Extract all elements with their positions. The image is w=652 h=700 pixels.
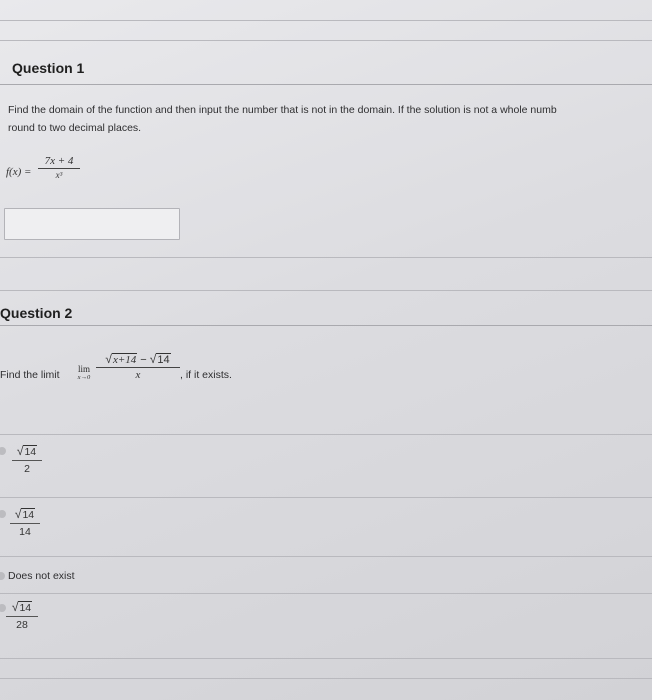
divider <box>0 20 652 21</box>
question-2-prompt-suffix: , if it exists. <box>180 369 232 381</box>
lim-subscript: x→0 <box>77 374 91 381</box>
sqrt-term-b: 14 <box>157 354 170 366</box>
divider <box>0 290 652 291</box>
divider <box>0 84 652 85</box>
divider <box>0 497 652 498</box>
choice-2-fraction[interactable]: √14 14 <box>10 507 40 538</box>
question-2-title: Question 2 <box>0 305 73 321</box>
limit-fraction <box>96 352 180 381</box>
choice-3-radio[interactable] <box>0 572 5 580</box>
divider <box>0 556 652 557</box>
function-fraction <box>38 155 80 180</box>
choice-4-numerator: 14 <box>19 602 32 614</box>
choice-4-fraction[interactable]: √14 28 <box>6 600 38 631</box>
divider <box>0 40 652 41</box>
choice-4-denominator: 28 <box>16 619 28 631</box>
choice-1-fraction[interactable]: √14 2 <box>12 444 42 475</box>
prompt-line-1: Find the domain of the function and then input the number that is not in the domain. If the solution is not a whole numb <box>8 104 557 116</box>
prompt-line-2: round to two decimal places. <box>8 122 142 134</box>
choice-3-label[interactable]: Does not exist <box>8 570 75 582</box>
divider <box>0 593 652 594</box>
function-label: f(x) = <box>6 166 32 178</box>
divider <box>0 257 652 258</box>
choice-2-denominator: 14 <box>19 526 31 538</box>
limit-numerator: √x+14 − √14 <box>105 352 170 366</box>
choice-2-radio[interactable] <box>0 510 6 518</box>
fraction-denominator: x³ <box>55 170 63 180</box>
lim-word: lim <box>77 364 90 374</box>
choice-1-numerator: 14 <box>24 446 37 458</box>
limit-operator <box>72 364 96 381</box>
fraction-numerator: 7x + 4 <box>44 155 74 167</box>
choice-1-radio[interactable] <box>0 447 6 455</box>
divider <box>0 434 652 435</box>
question-1-title: Question 1 <box>12 60 85 76</box>
choice-1-denominator: 2 <box>24 463 30 475</box>
sqrt-term-a: x+14 <box>112 354 137 366</box>
divider <box>0 325 652 326</box>
answer-input[interactable] <box>4 208 180 240</box>
limit-denominator: x <box>135 369 141 381</box>
question-2-prompt-prefix: Find the limit <box>0 369 60 381</box>
minus-sign: − <box>137 354 150 366</box>
divider <box>0 678 652 679</box>
question-1-prompt <box>8 101 652 137</box>
choice-2-numerator: 14 <box>22 509 35 521</box>
divider <box>0 658 652 659</box>
